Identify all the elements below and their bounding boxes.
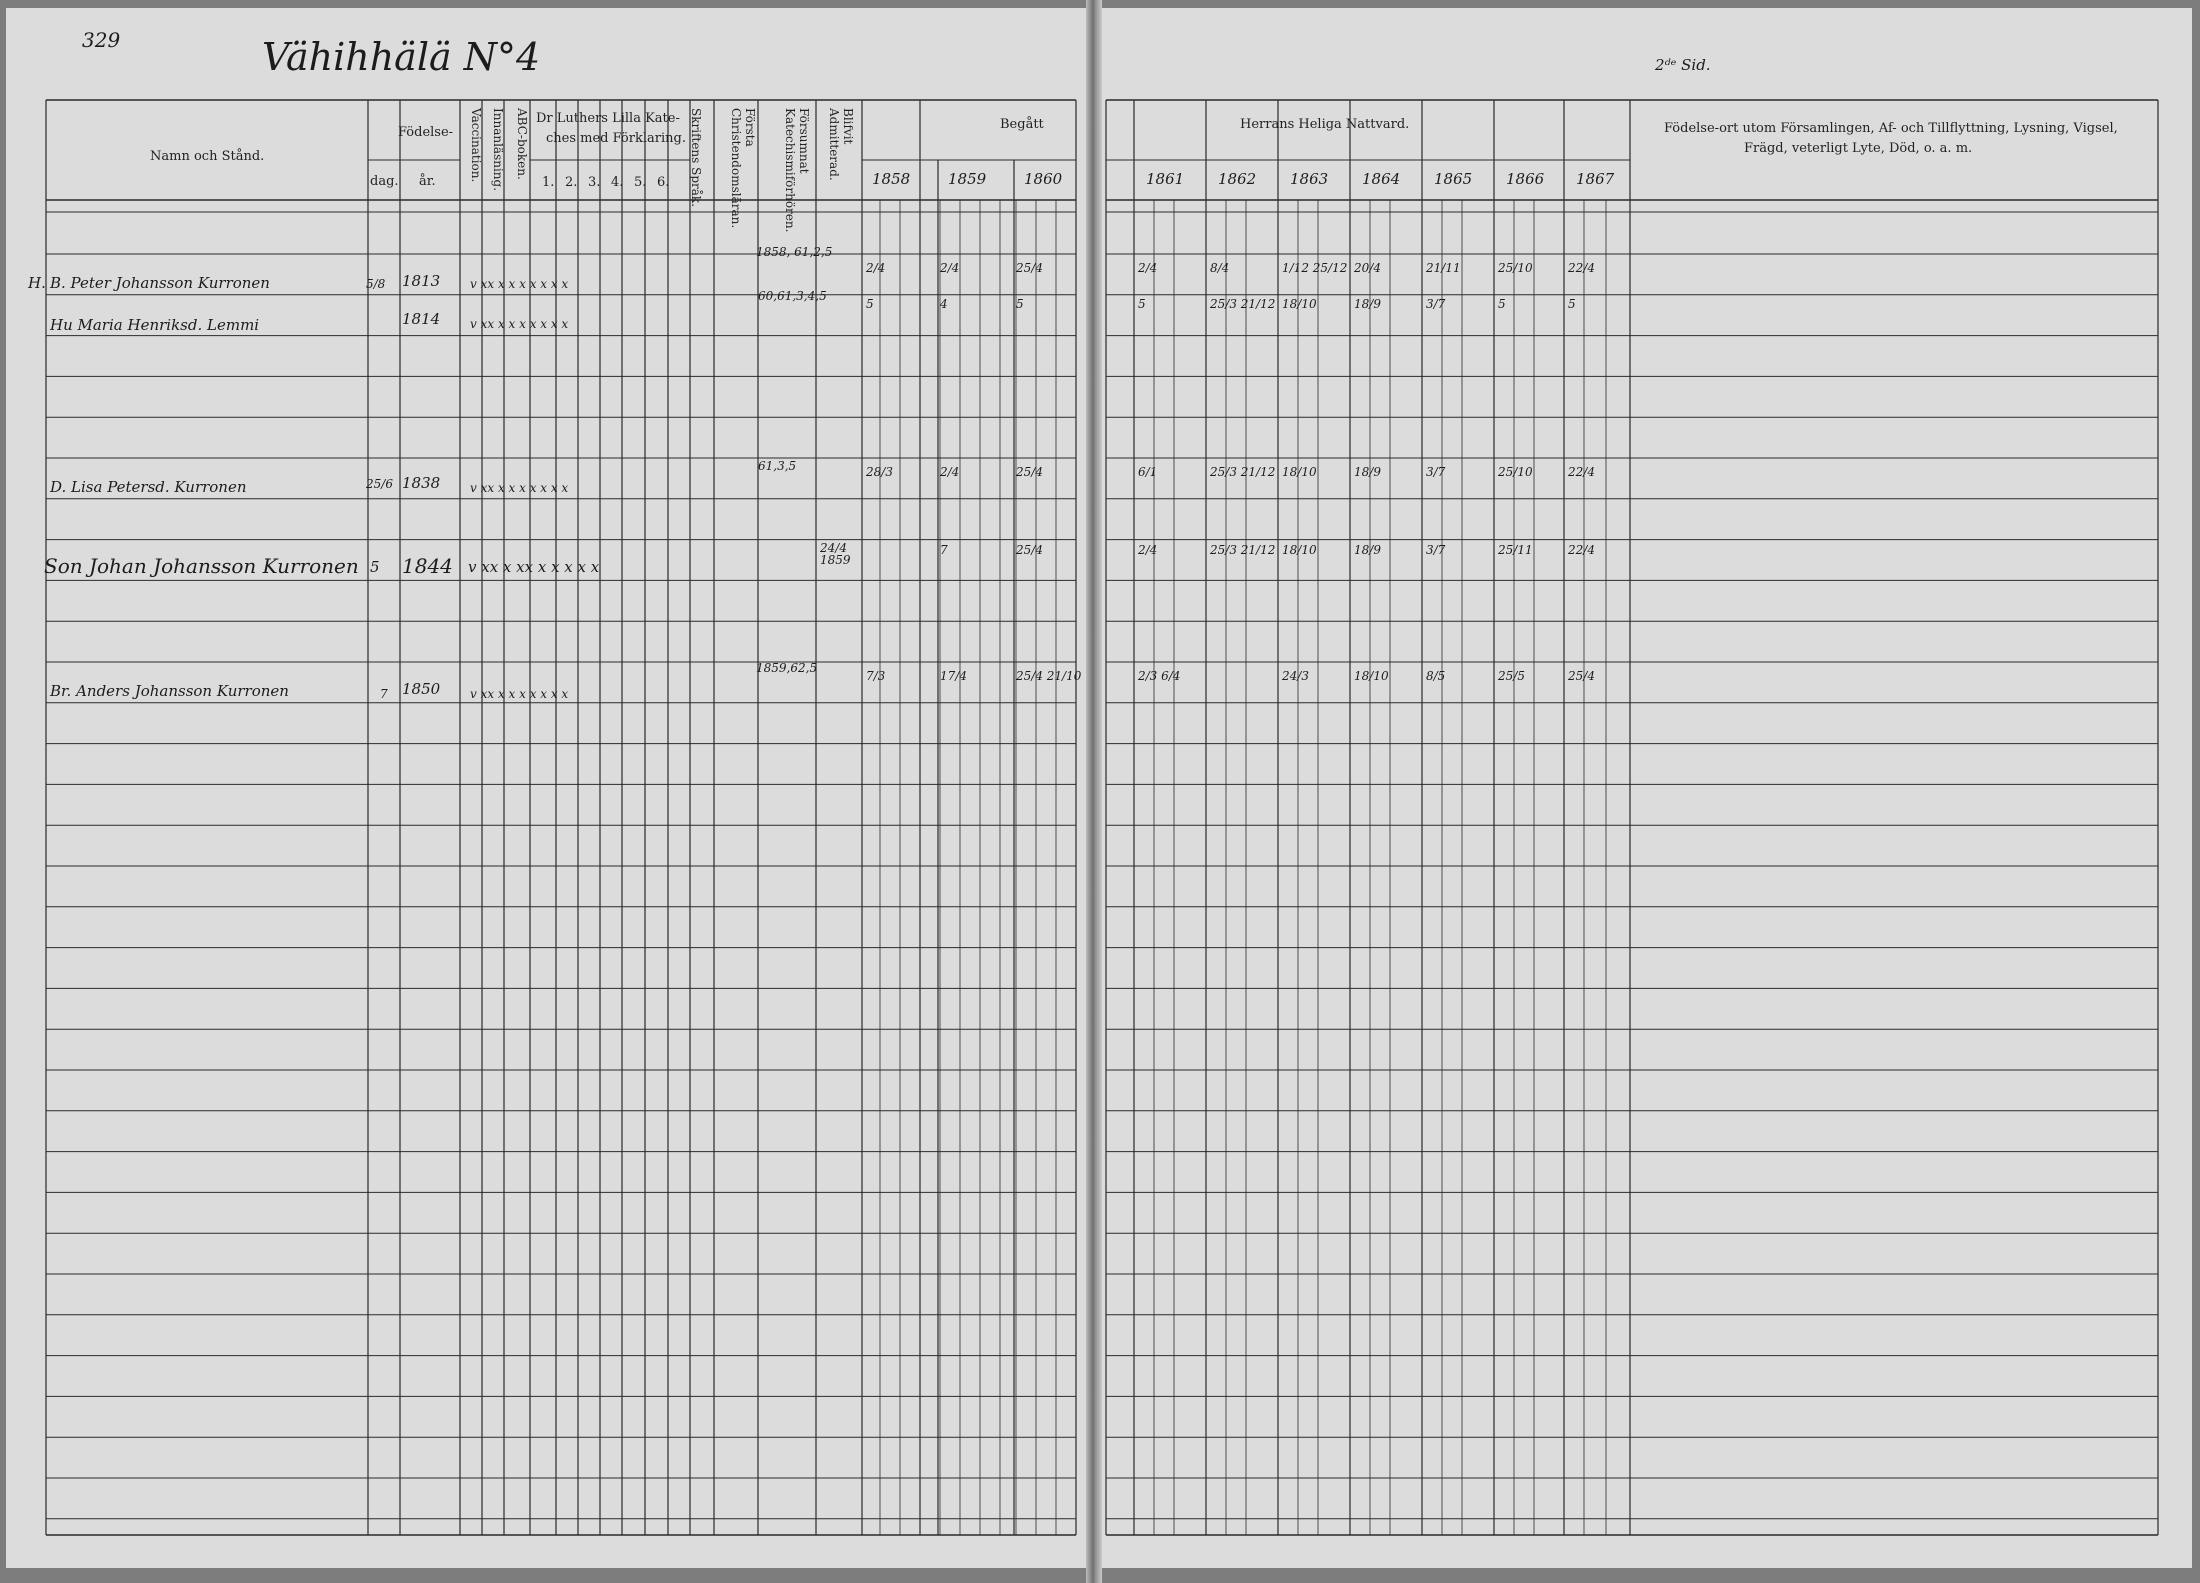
communion-date-cell: 18/10 [1354,669,1389,683]
communion-date-cell: 18/9 [1354,543,1381,557]
entry-forsumnat: 1859,62,5 [756,661,818,675]
header-forsumnat: Försumnat Katechismiförhören. [783,108,811,233]
communion-date-cell: 7/3 [866,669,886,683]
communion-date-cell: 18/10 [1282,297,1317,311]
entry-forsumnat: 1858, 61,2,5 [756,245,833,259]
header-remarks-2: Frägd, veterligt Lyte, Död, o. a. m. [1744,141,1973,156]
communion-date-cell: 5 [1016,297,1024,311]
header-birth-day: dag. [370,174,399,189]
communion-date-cell: 5 [1568,297,1576,311]
header-part-3: 3. [588,175,601,190]
communion-date-cell: 2/4 [1138,261,1158,275]
year-1866: 1866 [1506,170,1545,188]
right-page-note: 2ᵈᵉ Sid. [1655,56,1711,74]
entry-reading-marks: v xx x x x x x x x [470,687,569,701]
communion-date-cell: 22/4 [1568,261,1595,275]
header-birth-year: år. [419,174,436,189]
entry-admitted: 24/4 1859 [820,541,851,567]
header-remarks-1: Födelse-ort utom Församlingen, Af- och Tillflyttning, Lysning, Vigsel, [1664,121,2118,136]
entry-reading-marks: v xx x x x x x x x [470,317,569,331]
entry-name: B. Peter Johansson Kurronen [50,274,270,292]
communion-date-cell: 22/4 [1568,543,1595,557]
communion-date-cell: 4 [940,297,948,311]
communion-date-cell: 25/3 21/12 [1210,297,1276,311]
communion-date-cell: 17/4 [940,669,967,683]
communion-date-cell: 25/10 [1498,261,1533,275]
communion-date-cell: 2/3 6/4 [1138,669,1181,683]
year-1858: 1858 [872,170,911,188]
communion-date-cell: 3/7 [1426,297,1446,311]
entry-birth-year: 1814 [402,310,441,328]
entry-reading-marks: v xx x x x x x x x [470,481,569,495]
communion-date-cell: 18/10 [1282,465,1317,479]
communion-date-cell: 2/4 [940,465,960,479]
header-luther-1: Dr Luthers Lilla Kate- [536,111,680,126]
year-1862: 1862 [1218,170,1257,188]
communion-date-cell: 8/4 [1210,261,1230,275]
communion-date-cell: 25/4 [1016,543,1043,557]
communion-date-cell: 5 [1498,297,1506,311]
header-forsta: Första Christendomsläran. [729,108,757,229]
communion-date-cell: 18/9 [1354,297,1381,311]
header-part-1: 1. [542,175,555,190]
entry-birth-day: 7 [380,687,388,701]
header-part-2: 2. [565,175,578,190]
entry-forsumnat: 61,3,5 [758,459,797,473]
communion-date-cell: 25/11 [1498,543,1533,557]
header-part-6: 6. [657,175,670,190]
entry-name: Son Johan Johansson Kurronen [44,554,359,578]
communion-date-cell: 25/4 21/10 [1016,669,1082,683]
entry-margin: H. [28,274,46,292]
communion-date-cell: 18/9 [1354,465,1381,479]
entry-forsumnat: 60,61,3,4,5 [758,289,827,303]
header-begatt: Begått [1000,117,1044,132]
farm-title: Vähihhälä N°4 [262,35,541,79]
entry-birth-year: 1850 [402,680,441,698]
header-admitterad: Blifvit Admitterad. [827,108,855,181]
header-name: Namn och Stånd. [150,149,265,164]
year-1860: 1860 [1024,170,1063,188]
communion-date-cell: 7 [940,543,948,557]
communion-date-cell: 25/3 21/12 [1210,465,1276,479]
communion-date-cell: 6/1 [1138,465,1158,479]
entry-name: Br. Anders Johansson Kurronen [50,682,289,700]
header-part-5: 5. [634,175,647,190]
communion-date-cell: 2/4 [866,261,886,275]
entry-birth-day: 25/6 [366,477,393,491]
entry-birth-year: 1813 [402,272,441,290]
communion-date-cell: 25/4 [1016,261,1043,275]
year-1861: 1861 [1146,170,1185,188]
page-number: 329 [82,28,121,52]
communion-date-cell: 24/3 [1282,669,1309,683]
year-1859: 1859 [948,170,987,188]
communion-date-cell: 5 [866,297,874,311]
communion-date-cell: 1/12 25/12 [1282,261,1348,275]
communion-date-cell: 20/4 [1354,261,1381,275]
entry-birth-day: 5 [370,558,380,576]
year-1864: 1864 [1362,170,1401,188]
header-luther-2: ches med Förklaring. [546,131,686,146]
entry-birth-year: 1844 [402,554,453,578]
communion-date-cell: 3/7 [1426,543,1446,557]
header-herrans: Herrans Heliga Nattvard. [1240,117,1410,132]
communion-date-cell: 28/3 [866,465,893,479]
communion-date-cell: 8/5 [1426,669,1446,683]
header-abc: ABC-boken. [514,108,529,180]
header-vaccination: Vaccination. [468,108,483,183]
communion-date-cell: 25/3 21/12 [1210,543,1276,557]
entry-reading-marks: v xx x xx x x x x x [468,558,600,576]
communion-date-cell: 21/11 [1426,261,1461,275]
header-birth: Födelse- [398,125,454,140]
header-innanlasning: Innanläsning. [490,108,505,192]
entry-name: Hu Maria Henriksd. Lemmi [50,316,260,334]
communion-date-cell: 2/4 [1138,543,1158,557]
entry-reading-marks: v xx x x x x x x x [470,277,569,291]
year-1867: 1867 [1576,170,1615,188]
communion-date-cell: 25/5 [1498,669,1525,683]
communion-date-cell: 18/10 [1282,543,1317,557]
year-1865: 1865 [1434,170,1473,188]
communion-date-cell: 25/4 [1568,669,1595,683]
communion-date-cell: 22/4 [1568,465,1595,479]
entry-name: D. Lisa Petersd. Kurronen [50,478,247,496]
communion-date-cell: 2/4 [940,261,960,275]
entry-birth-day: 5/8 [366,277,386,291]
header-part-4: 4. [611,175,624,190]
communion-date-cell: 3/7 [1426,465,1446,479]
communion-date-cell: 25/4 [1016,465,1043,479]
communion-date-cell: 5 [1138,297,1146,311]
entry-birth-year: 1838 [402,474,441,492]
header-skrift: Skriftens Språk. [688,108,703,208]
communion-date-cell: 25/10 [1498,465,1533,479]
year-1863: 1863 [1290,170,1329,188]
